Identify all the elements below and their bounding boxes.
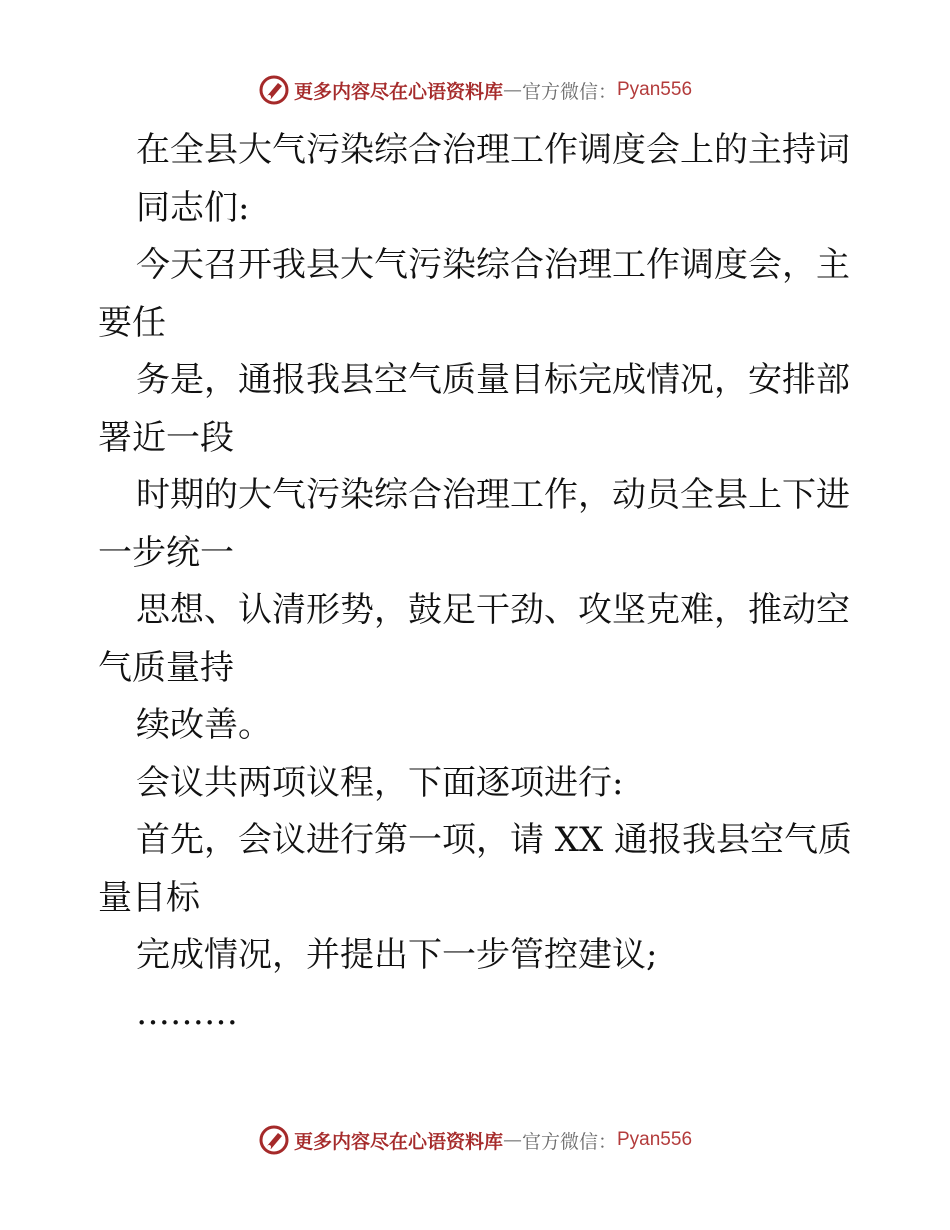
text-line: 首先，会议进行第一项，请 XX 通报我县空气质 xyxy=(136,820,853,860)
text-line: 续改善。 xyxy=(136,705,272,745)
watermark-site-text: 更多内容尽在心语资料库 xyxy=(293,80,503,103)
ellipsis-line: ……… xyxy=(136,992,238,1033)
document-body xyxy=(98,122,858,1042)
text-line: 会议共两项议程，下面逐项进行: xyxy=(136,762,624,803)
text-line: 量目标 xyxy=(98,877,200,918)
watermark-wechat-id: Pyan556 xyxy=(617,79,693,100)
salutation: 同志们: xyxy=(136,187,250,228)
watermark-label: 官方微信： xyxy=(521,1130,617,1153)
watermark-dash: — xyxy=(502,79,522,101)
text-line: 一步统一 xyxy=(98,532,234,573)
text-line: 今天召开我县大气污染综合治理工作调度会，主 xyxy=(136,245,850,285)
footer-watermark xyxy=(0,1122,950,1158)
header-watermark xyxy=(0,72,950,108)
pen-nib-logo-icon xyxy=(258,74,290,106)
text-line: 完成情况，并提出下一步管控建议; xyxy=(136,935,658,975)
document-title: 在全县大气污染综合治理工作调度会上的主持词 xyxy=(136,130,850,170)
text-line: 务是，通报我县空气质量目标完成情况，安排部 xyxy=(136,360,850,400)
text-line: 气质量持 xyxy=(98,647,234,688)
text-line: 思想、认清形势，鼓足干劲、攻坚克难，推动空 xyxy=(136,590,850,630)
pen-nib-logo-icon xyxy=(258,1124,290,1156)
text-line: 署近一段 xyxy=(98,417,234,458)
text-line: 时期的大气污染综合治理工作，动员全县上下进 xyxy=(136,475,850,515)
watermark-dash: — xyxy=(502,1129,522,1151)
text-line: 要任 xyxy=(98,302,166,343)
watermark-site-text: 更多内容尽在心语资料库 xyxy=(293,1130,503,1153)
watermark-label: 官方微信： xyxy=(521,80,617,103)
watermark-wechat-id: Pyan556 xyxy=(617,1129,693,1150)
